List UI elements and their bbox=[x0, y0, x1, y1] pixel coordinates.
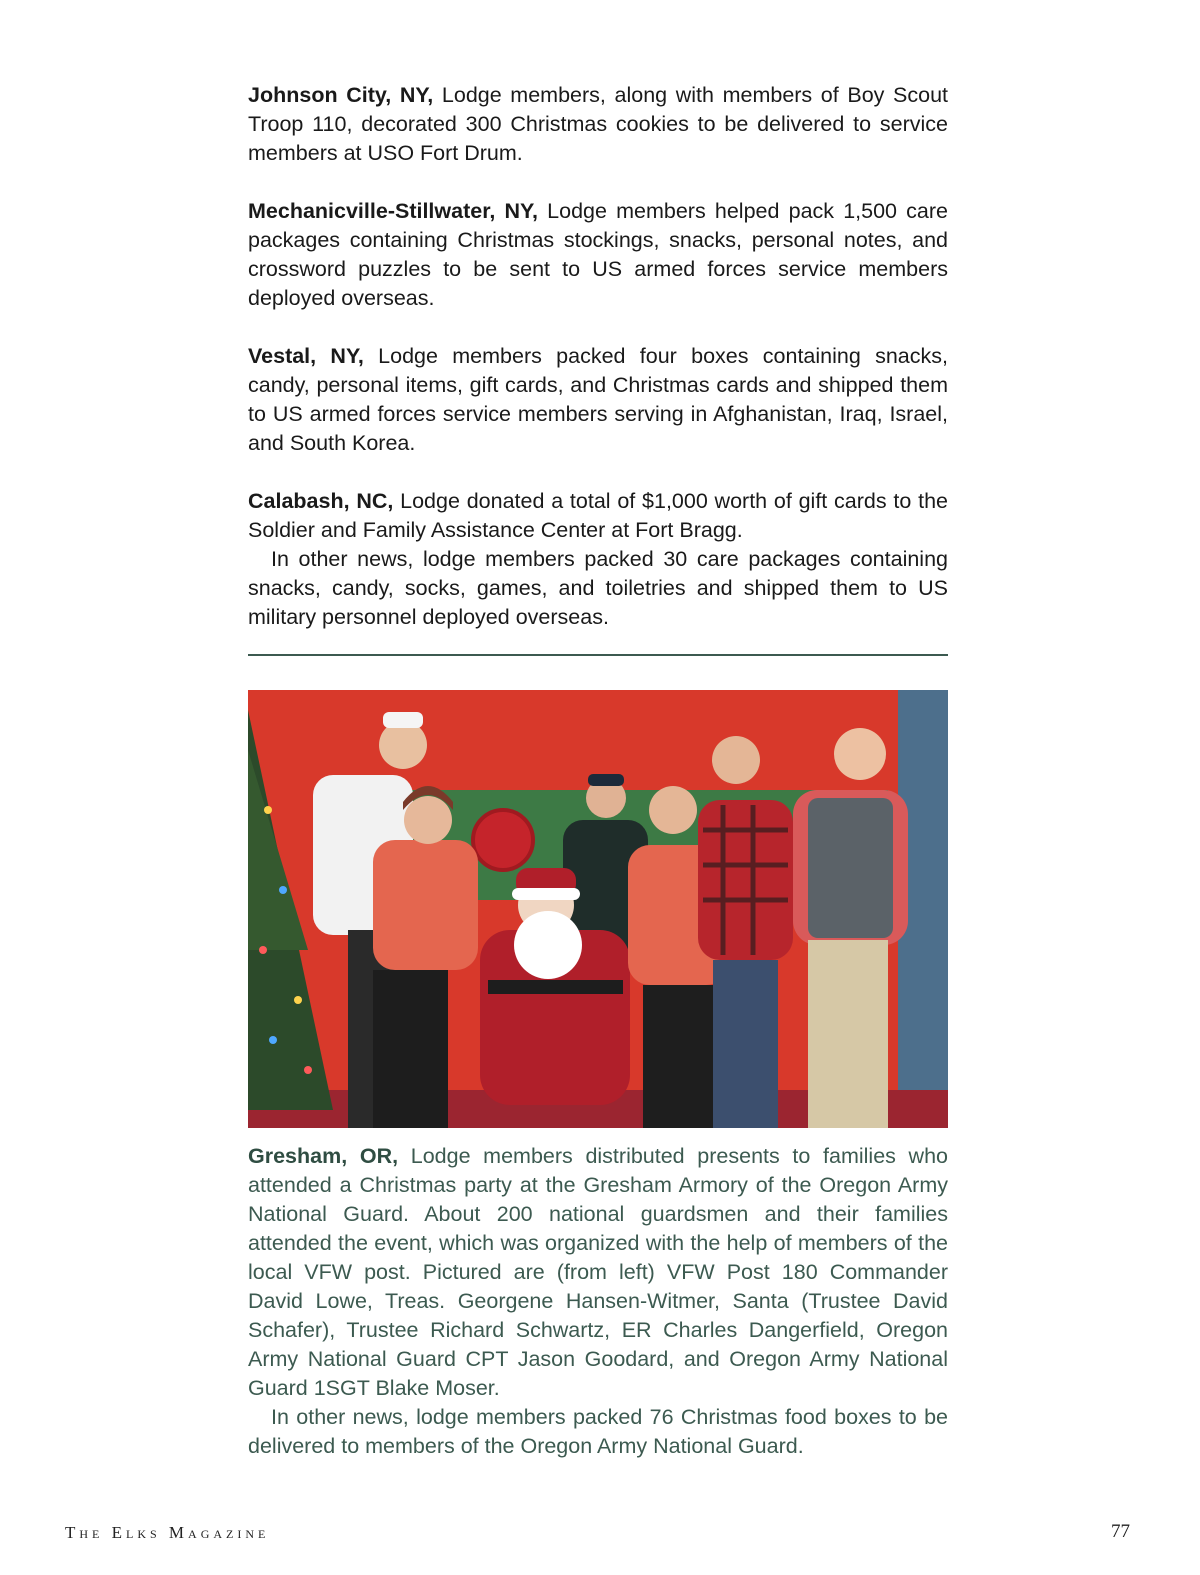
story-lead: Johnson City, NY, bbox=[248, 83, 434, 107]
article-column bbox=[248, 81, 948, 661]
story-body: Lodge donated a total of $1,000 worth of gift cards to the Soldier and Family Assistance Center at Fort Bragg. bbox=[248, 489, 948, 542]
story-lead: Mechanicville-Stillwater, NY, bbox=[248, 199, 538, 223]
story-paragraph bbox=[248, 81, 948, 168]
caption-extra-paragraph: In other news, lodge members packed 76 Christmas food boxes to be delivered to members of the Oregon Army National Guard. bbox=[248, 1405, 948, 1458]
caption-lead: Gresham, OR, bbox=[248, 1144, 399, 1168]
page-number: 77 bbox=[1111, 1521, 1130, 1542]
story-body: Lodge members helped pack 1,500 care packages containing Christmas stockings, snacks, personal notes, and crossword puzzles to be sent to US armed forces service members deployed overseas. bbox=[248, 199, 948, 310]
photo-illustration bbox=[248, 690, 948, 1128]
story-body: Lodge members, along with members of Boy Scout Troop 110, decorated 300 Christmas cookies to be delivered to service members at USO Fort Drum. bbox=[248, 83, 949, 165]
magazine-name: The Elks Magazine bbox=[65, 1523, 270, 1542]
story-lead: Vestal, NY, bbox=[248, 344, 364, 368]
group-photo bbox=[248, 690, 948, 1128]
photo-caption bbox=[248, 1142, 948, 1461]
story-body: Lodge members packed four boxes containing snacks, candy, personal items, gift cards, and Christmas cards and shipped them to US armed forces service members serving in Afghanistan, Iraq, Israel, and South Korea. bbox=[248, 344, 948, 455]
caption-body: Lodge members distributed presents to families who attended a Christmas party at the Gresham Armory of the Oregon Army National Guard. About 200 national guardsmen and their families attended the event, which was organized with the help of members of the local VFW post. Pictured are (from left) VFW Post 180 Commander David Lowe, Treas. Georgene Hansen-Witmer, Santa (Trustee David Schafer), Trustee Richard Schwartz, ER Charles Dangerfield, Oregon Army National Guard CPT Jason Goodard, and Oregon Army National Guard 1SGT Blake Moser. bbox=[248, 1144, 948, 1400]
story-lead: Calabash, NC, bbox=[248, 489, 394, 513]
story-johnson-city bbox=[248, 81, 948, 168]
story-paragraph bbox=[248, 342, 948, 458]
story-extra-paragraph: In other news, lodge members packed 30 care packages containing snacks, candy, socks, games, and toiletries and shipped them to US military personnel deployed overseas. bbox=[248, 547, 948, 629]
story-vestal bbox=[248, 342, 948, 458]
section-divider bbox=[248, 654, 948, 656]
story-calabash bbox=[248, 487, 948, 632]
story-paragraph bbox=[248, 487, 948, 545]
caption-paragraph bbox=[248, 1142, 948, 1403]
story-paragraph bbox=[248, 197, 948, 313]
story-mechanicville bbox=[248, 197, 948, 313]
